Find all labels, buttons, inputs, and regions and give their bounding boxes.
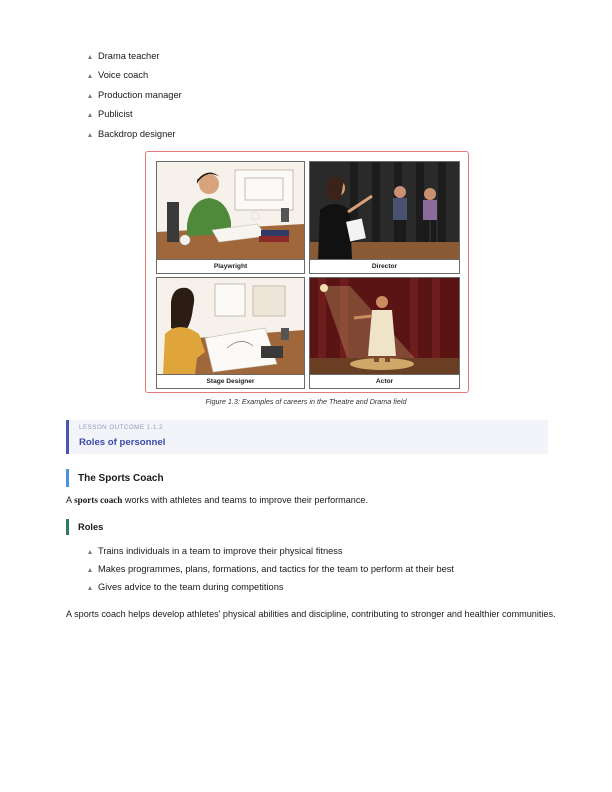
triangle-bullet-icon: [88, 94, 92, 98]
triangle-bullet-icon: [88, 586, 92, 590]
list-item: Trains individuals in a team to improve their physical fitness: [88, 542, 454, 560]
playwright-panel: [156, 161, 305, 274]
lesson-outcome-label: LESSON OUTCOME 1.1.2: [79, 424, 163, 431]
panel-caption: Actor: [310, 374, 459, 388]
triangle-bullet-icon: [88, 55, 92, 59]
lesson-outcome-title: Roles of personnel: [79, 437, 166, 448]
actor-panel: [309, 277, 460, 389]
stage-designer-panel: [156, 277, 305, 389]
careers-list: [88, 46, 182, 144]
list-item: Publicist: [88, 105, 182, 125]
triangle-bullet-icon: [88, 550, 92, 554]
key-term: sports coach: [74, 495, 123, 505]
triangle-bullet-icon: [88, 568, 92, 572]
triangle-bullet-icon: [88, 113, 92, 117]
director-panel: [309, 161, 460, 274]
roles-heading: Roles: [66, 519, 103, 535]
triangle-bullet-icon: [88, 133, 92, 137]
triangle-bullet-icon: [88, 74, 92, 78]
list-item: Production manager: [88, 85, 182, 105]
list-item: Drama teacher: [88, 46, 182, 66]
director-illustration: [310, 162, 459, 260]
list-item: Backdrop designer: [88, 124, 182, 144]
lesson-outcome-box: [66, 420, 548, 454]
list-item: Gives advice to the team during competitions: [88, 578, 454, 596]
playwright-illustration: [157, 162, 304, 260]
panel-caption: Playwright: [157, 259, 304, 273]
closing-paragraph: A sports coach helps develop athletes' physical abilities and discipline, contributing to stronger and healthier communities.: [66, 609, 556, 619]
figure-caption: Figure 1.3: Examples of careers in the Theatre and Drama field: [205, 397, 407, 406]
section-heading: The Sports Coach: [66, 469, 164, 487]
intro-paragraph: A sports coach works with athletes and teams to improve their performance.: [66, 495, 368, 505]
stage-designer-illustration: [157, 278, 304, 375]
list-item: Makes programmes, plans, formations, and tactics for the team to perform at their best: [88, 560, 454, 578]
careers-figure: [145, 151, 469, 393]
roles-list: [88, 542, 454, 597]
actor-illustration: [310, 278, 459, 375]
list-item: Voice coach: [88, 66, 182, 86]
panel-caption: Director: [310, 259, 459, 273]
panel-caption: Stage Designer: [157, 374, 304, 388]
